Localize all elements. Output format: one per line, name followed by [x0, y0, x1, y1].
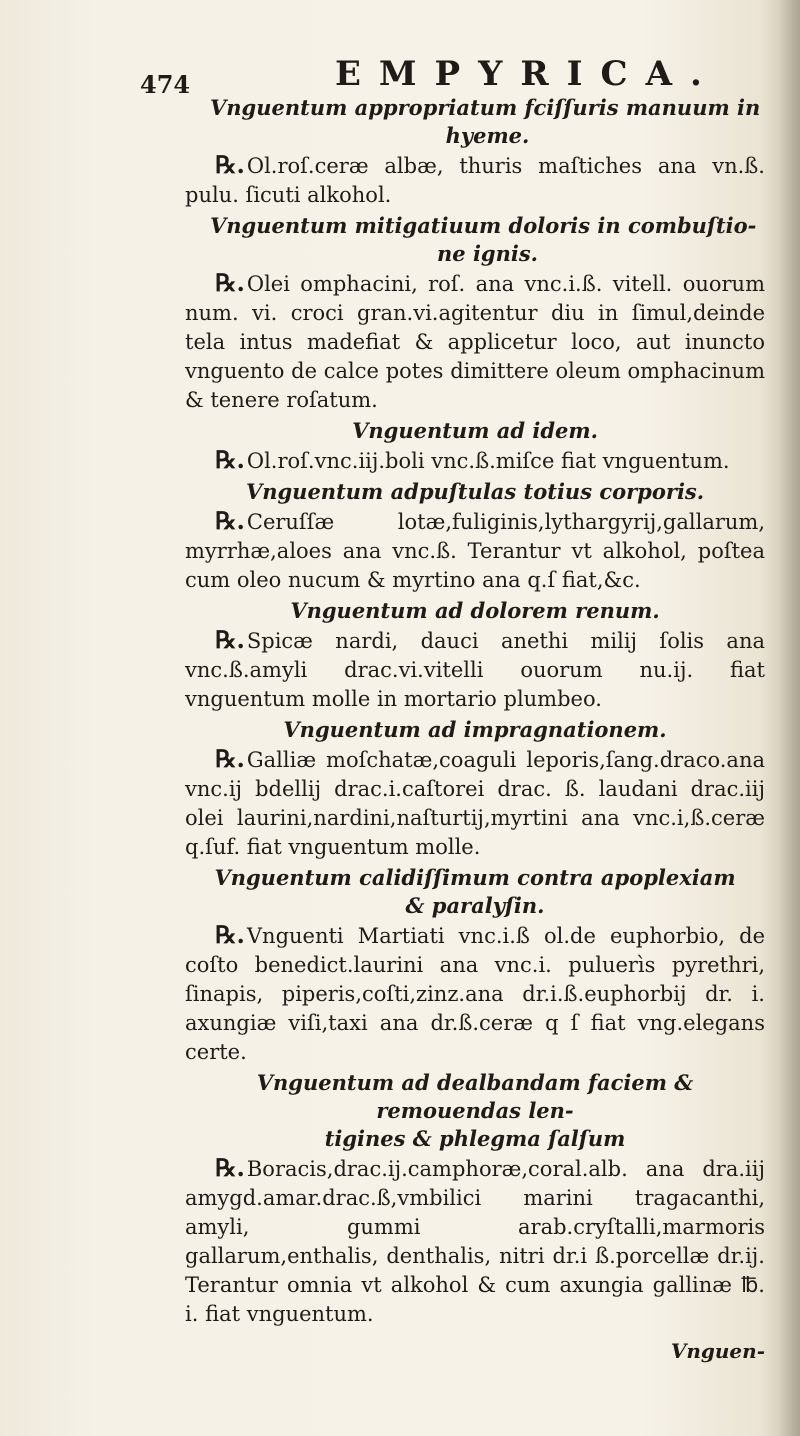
recipe-heading: [185, 478, 765, 506]
recipe-heading: [185, 1069, 765, 1153]
recipe-heading-line: Vnguentum appropriatum fciſſuris manuum in: [210, 95, 761, 120]
recipe-symbol: ℞.: [215, 625, 245, 654]
recipe-text: [185, 445, 765, 476]
recipe-heading-line: Vnguentum ad idem.: [352, 418, 598, 443]
recipe-heading-line: Vnguentum mitigatiuum doloris in combuſtio-: [210, 213, 757, 238]
recipe-heading-line: Vnguentum adpuſtulas totius corporis.: [245, 479, 705, 504]
recipe-body: Boracis,drac.ij.camphoræ,coral.alb. ana dra.iij amygd.amar.drac.ß,vmbilici marini tragacanthi, amyli, gummi arab.cryſtalli,marmoris gallarum,enthalis, denthalis, nitri dr.i ß.porcellæ dr.ij. Terantur omnia vt alkohol & cum axungia gallinæ ℔. i. fiat vnguentum.: [185, 1157, 765, 1326]
recipe-heading-line: hyeme.: [445, 123, 530, 148]
recipe-text: [185, 1153, 765, 1329]
page-body: [185, 92, 765, 1363]
recipe-heading-line: ne ignis.: [437, 241, 538, 266]
recipe-body: Olei omphacini, roſ. ana vnc.i.ß. vitell. ouorum num. vi. croci gran.vi.agitentur diu in ſimul,deinde tela intus madefiat & applicetur loco, aut inuncto vnguento de calce potes dimittere oleum omphacinum & tenere roſatum.: [185, 272, 765, 412]
recipe-heading-line: Vnguentum ad dealbandam faciem & remouendas len-: [256, 1070, 694, 1123]
recipe-body: Spicæ nardi, dauci anethi milij ſolis ana vnc.ß.amyli drac.vi.vitelli ouorum nu.ij. fiat vnguentum molle in mortario plumbeo.: [185, 629, 765, 711]
catchword: Vnguen-: [670, 1339, 765, 1363]
recipe-text: [185, 744, 765, 862]
recipe-symbol: ℞.: [215, 268, 245, 297]
recipe-body: Galliæ moſchatæ,coaguli leporis,ſang.draco.ana vnc.ij bdellij drac.i.caſtorei drac. ß. laudani drac.iij olei laurini,nardini,naſturtij,myrtini ana vnc.i,ß.ceræ q.ſuf. fiat vnguentum molle.: [185, 748, 765, 859]
running-title: EMPYRICA.: [335, 54, 720, 94]
recipe-body: Ol.roſ.ceræ albæ, thuris maſtiches ana vn.ß. pulu. ſicuti alkohol.: [185, 154, 765, 207]
recipe-symbol: ℞.: [215, 506, 245, 535]
recipe-text: [185, 625, 765, 714]
recipe-heading-line: tigines & phlegma ſalſum: [324, 1126, 626, 1151]
recipe-text: [185, 268, 765, 415]
recipe-heading: [185, 94, 765, 150]
recipe-body: Ol.roſ.vnc.iij.boli vnc.ß.miſce fiat vnguentum.: [246, 449, 730, 473]
recipe-heading: [185, 417, 765, 445]
recipe-heading-line: Vnguentum calidiſſimum contra apoplexiam: [214, 865, 736, 890]
recipe-body: Vnguenti Martiati vnc.i.ß ol.de euphorbio, de coſto benedict.laurini ana vnc.i. puluerìs pyrethri, ſinapis, piperis,coſti,zinz.ana dr.i.ß.euphorbij dr. i. axungiæ viſi,taxi ana dr.ß.ceræ q ſ fiat vng.elegans certe.: [185, 924, 765, 1064]
recipe-heading: [185, 212, 765, 268]
recipe-heading: [185, 864, 765, 920]
page-number: 474: [140, 70, 191, 99]
recipe-text: [185, 920, 765, 1067]
recipe-heading-line: Vnguentum ad dolorem renum.: [290, 598, 660, 623]
recipe-symbol: ℞.: [215, 744, 245, 773]
page-header: [0, 48, 800, 99]
recipe-symbol: ℞.: [215, 920, 245, 949]
recipe-heading: [185, 597, 765, 625]
recipe-heading: [185, 716, 765, 744]
recipe-symbol: ℞.: [215, 445, 245, 474]
recipe-text: [185, 506, 765, 595]
recipe-heading-line: & paralyſin.: [405, 893, 545, 918]
recipe-symbol: ℞.: [215, 150, 245, 179]
recipe-symbol: ℞.: [215, 1153, 245, 1182]
recipe-body: Ceruſſæ lotæ,fuliginis,lythargyrij,gallarum, myrrhæ,aloes ana vnc.ß. Terantur vt alkohol, poſtea cum oleo nucum & myrtino ana q.ſ fiat,&c.: [185, 510, 765, 592]
recipe-heading-line: Vnguentum ad impragnationem.: [283, 717, 667, 742]
page-edge-shadow: [778, 0, 800, 1436]
recipe-text: [185, 150, 765, 210]
